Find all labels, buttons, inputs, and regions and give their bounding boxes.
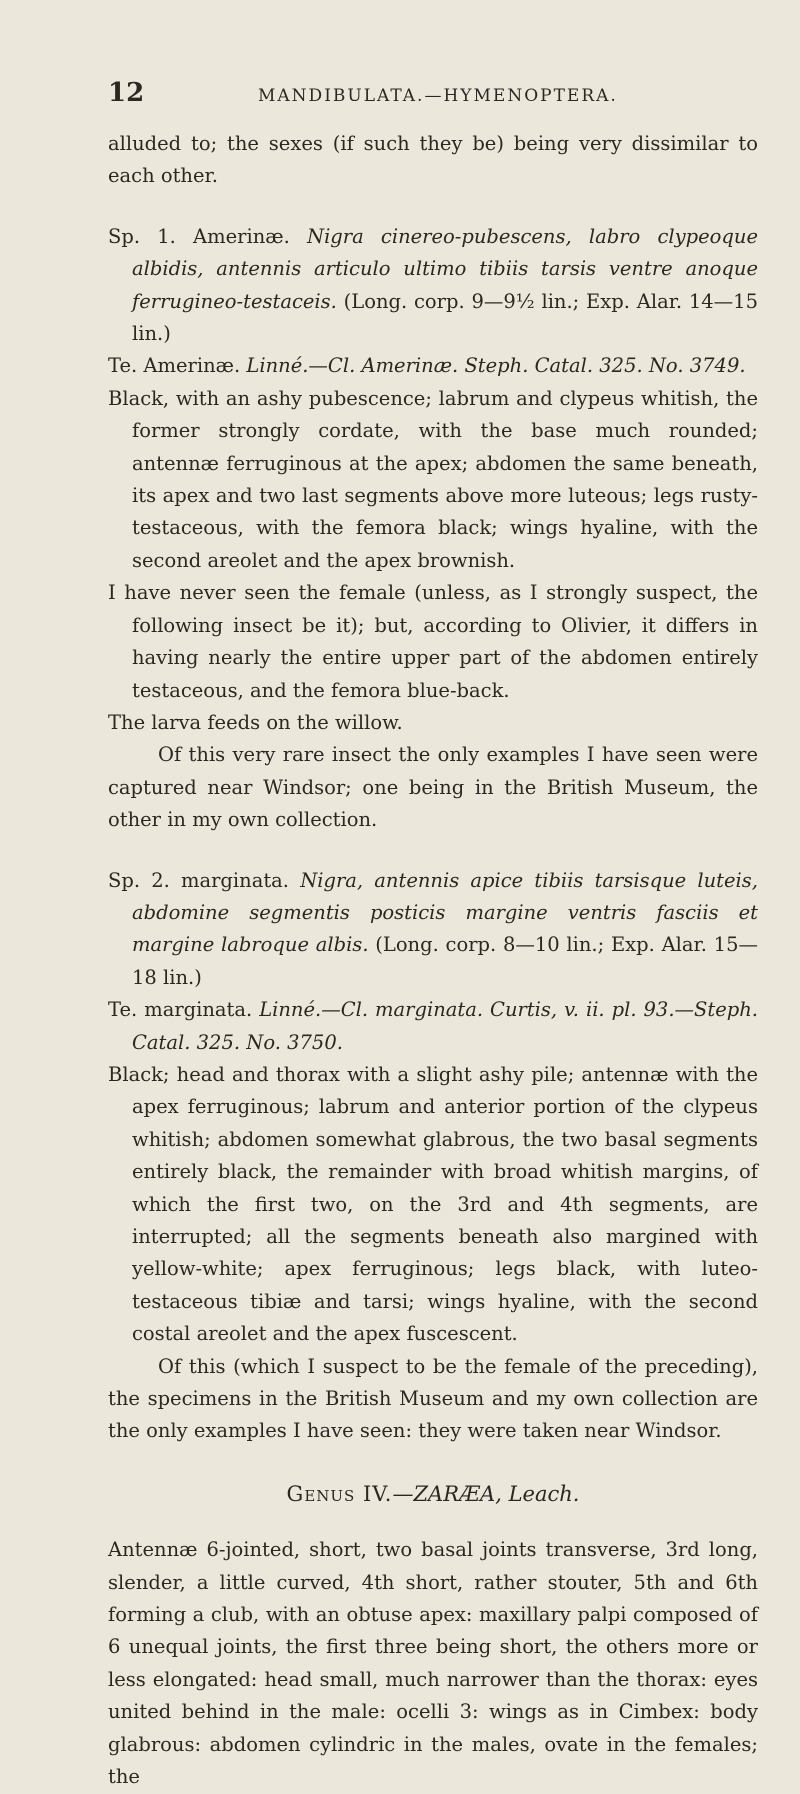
genus-heading xyxy=(108,1478,758,1510)
genus-name: —ZARÆA, Leach. xyxy=(392,1481,580,1506)
page-number: 12 xyxy=(108,78,145,108)
species-1-latin-diagnosis: Nigra cinereo-pubescens, labro clypeoque albidis, antennis articulo ultimo tibiis tarsis ventre anoque ferrugineo-testaceis. xyxy=(132,224,758,313)
species-2-latin-diagnosis: Nigra, antennis apice tibiis tarsisque luteis, abdomine segmentis posticis margine ventris fasciis et margine labroque albis. xyxy=(132,868,758,957)
species-1-heading xyxy=(108,221,758,351)
species-1-larva-note: The larva feeds on the willow. xyxy=(108,710,403,734)
running-title: MANDIBULATA.—HYMENOPTERA. xyxy=(258,86,618,106)
species-1-references: Linné.—Cl. Amerinæ. Steph. Catal. 325. No. 3749. xyxy=(246,354,746,378)
species-2-label: Sp. 2. marginata. xyxy=(108,868,301,892)
species-2-heading xyxy=(108,865,758,995)
page-header xyxy=(108,78,758,112)
genus-description: Antennæ 6-jointed, short, two basal joints transverse, 3rd long, slender, a little curved, 4th short, rather stouter, 5th and 6th forming a club, with an obtuse apex: maxillary palpi composed of 6 unequal joints, the first three being short, the others more or less elongated: head small, much narrower than the thorax: eyes united behind in the male: ocelli 3: wings as in Cimbex: body glabrous: abdomen cylindric in the males, ovate in the females; the xyxy=(108,1538,758,1789)
species-1-synonymy xyxy=(108,350,758,382)
body-text xyxy=(108,128,758,1794)
species-1-measurements: (Long. corp. 9—9½ lin.; Exp. Alar. 14—15 lin.) xyxy=(132,289,758,346)
intro-paragraph: alluded to; the sexes (if such they be) being very dissimilar to each other. xyxy=(108,132,758,188)
genus-label: Genus IV. xyxy=(286,1481,393,1506)
species-2-references: Linné.—Cl. marginata. Curtis, v. ii. pl. 93.—Steph. Catal. 325. No. 3750. xyxy=(132,998,758,1054)
species-2-description: Black; head and thorax with a slight ashy pile; antennæ with the apex ferruginous; labrum and anterior portion of the clypeus whitish; abdomen somewhat glabrous, the two basal segments entirely black, the remainder with broad whitish margins, of which the first two, on the 3rd and 4th segments, are interrupted; all the segments beneath also margined with yellow-white; apex ferruginous; legs black, with luteo-testaceous tibiæ and tarsi; wings hyaline, with the second costal areolet and the apex fuscescent. xyxy=(108,1062,758,1346)
species-2-te-label: Te. marginata. xyxy=(108,998,260,1022)
species-1-capture-note: Of this very rare insect the only examples I have seen were captured near Windsor; one being in the British Museum, the other in my own collection. xyxy=(108,743,758,832)
species-2-measurements: (Long. corp. 8—10 lin.; Exp. Alar. 15—18 lin.) xyxy=(132,933,758,989)
species-2-capture-note: Of this (which I suspect to be the female of the preceding), the specimens in the British Museum and my own collection are the only examples I have seen: they were taken near Windsor. xyxy=(108,1354,758,1443)
species-1-description: Black, with an ashy pubescence; labrum and clypeus whitish, the former strongly cordate, with the base much rounded; antennæ ferruginous at the apex; abdomen the same beneath, its apex and two last segments above more luteous; legs rusty-testaceous, with the femora black; wings hyaline, with the second areolet and the apex brownish. xyxy=(108,386,758,572)
species-2-synonymy xyxy=(108,994,758,1059)
species-1-label: Sp. 1. Amerinæ. xyxy=(108,224,307,248)
species-1-te-label: Te. Amerinæ. xyxy=(108,354,247,378)
species-1-female-note: I have never seen the female (unless, as I strongly suspect, the following insect be it); but, according to Olivier, it differs in having nearly the entire upper part of the abdomen entirely testaceous, and the femora blue-back. xyxy=(108,581,758,702)
